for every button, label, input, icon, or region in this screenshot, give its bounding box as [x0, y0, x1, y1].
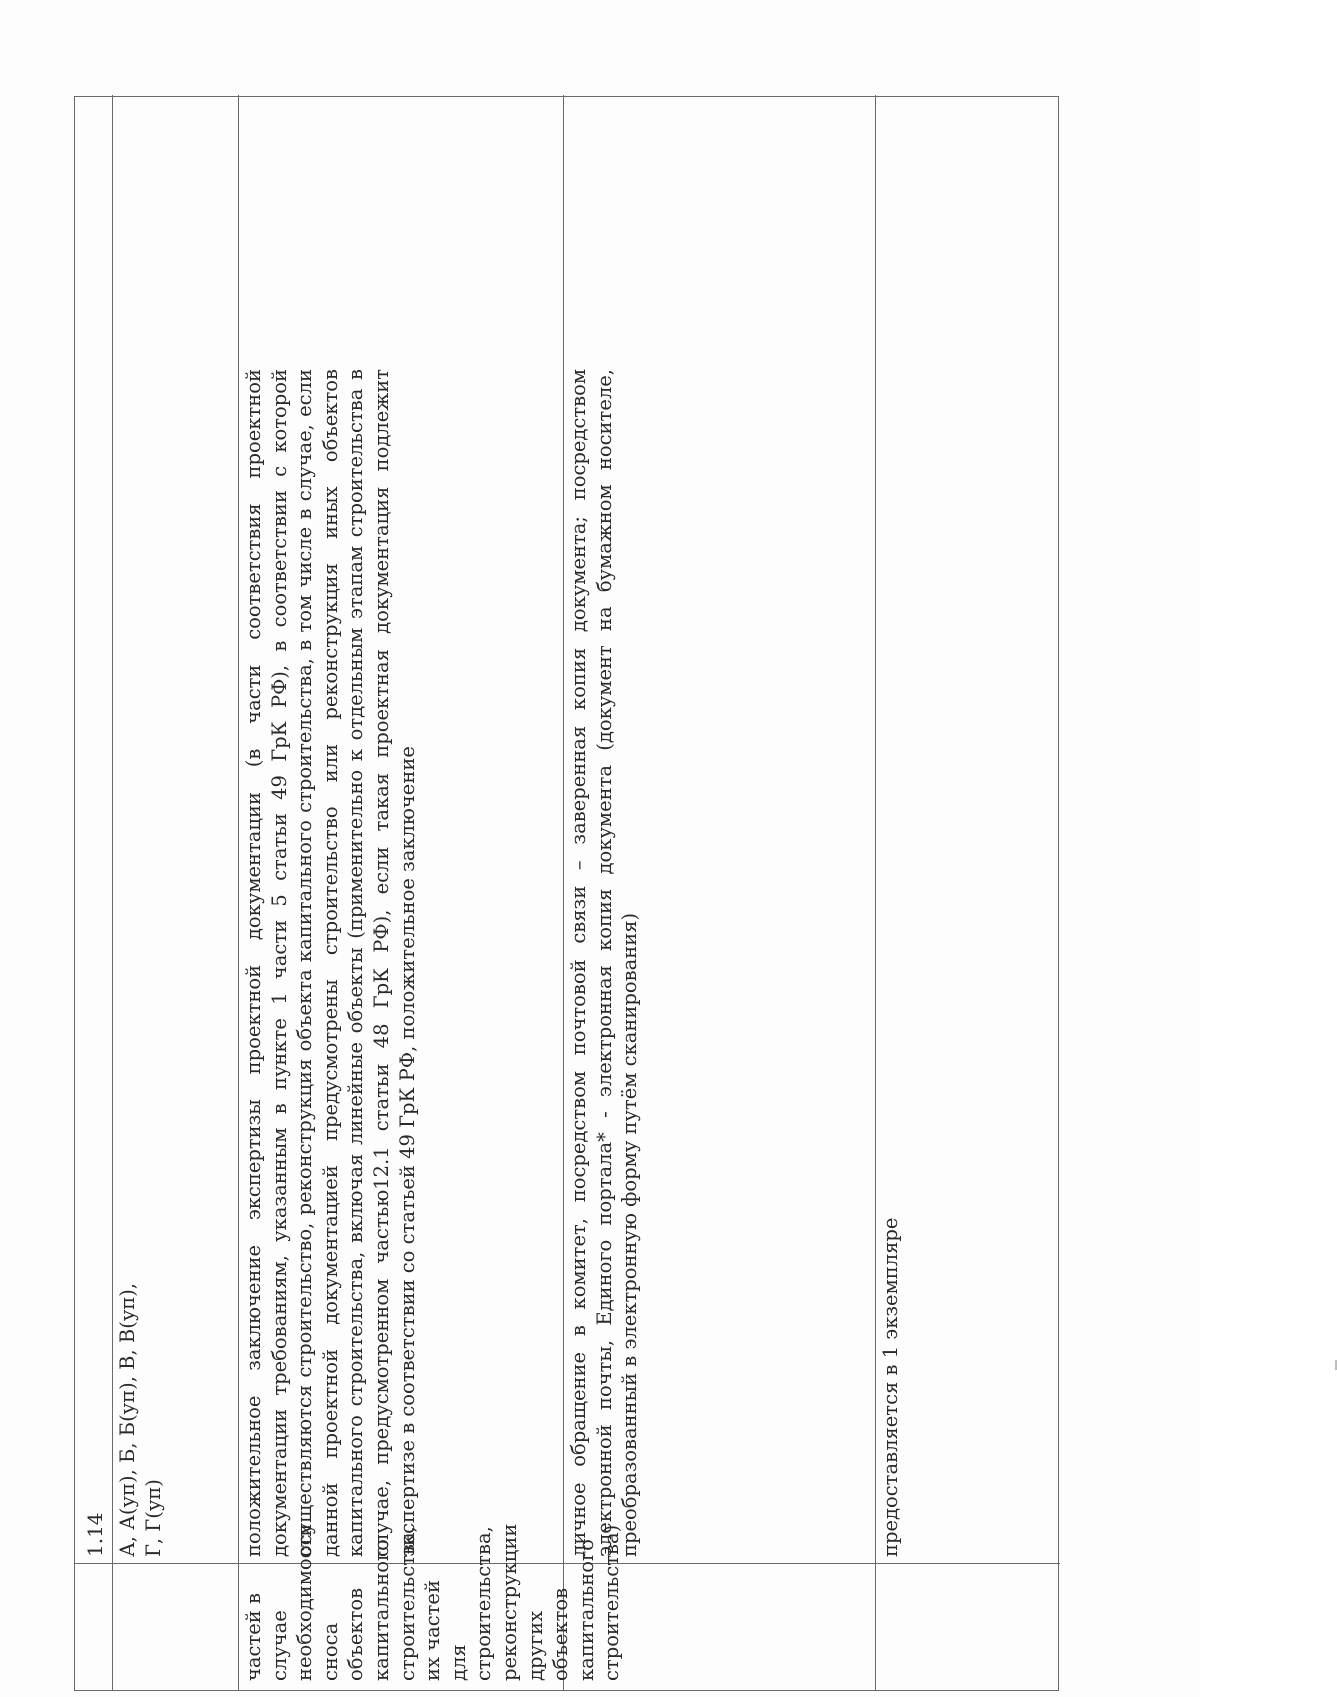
rotated-table-sheet: [74, 96, 1059, 1691]
row-note: [876, 363, 1058, 1563]
row-categories: [113, 1263, 237, 1563]
row-description: [239, 363, 562, 1563]
row-description-text: положительное заключение экспертизы проектной документации (в части соответствия проектной документации требованиям, указанным в пункте 1 части 5 статьи 49 ГрК РФ), в соответствии с которой осуществляются строительство, реконструкция объекта капитального строительства, в том числе в случае, если данной проектной документацией предусмотрены строительство или реконструкция иных объектов капитального строительства, включая линейные объекты (применительно к отдельным этапам строительства в случае, предусмотренном частью12.1 статьи 48 ГрК РФ), если такая проектная документация подлежит экспертизе в соответствии со статьей 49 ГрК РФ, положительное заключение: [242, 369, 419, 1557]
row-divider: [75, 1563, 1060, 1564]
prev-row-description-text: частей в случае необходимости сноса объектов капитального строительства, их частей для строительства, реконструкции других объектов капитального строительства): [242, 1523, 624, 1681]
row-categories-text: А, А(уп), Б, Б(уп), В, В(уп), Г, Г(уп): [116, 1282, 165, 1557]
requirements-table: [74, 96, 1059, 1691]
row-number: [75, 1263, 112, 1563]
row-submission: [564, 363, 874, 1563]
prev-row-description: [239, 1523, 624, 1687]
row-submission-text: личное обращение в комитет, посредством почтовой связи – заверенная копия документа; посредством электронной почты, Единого портала* - электронная копия документа (документ на бумажном носителе, преобразованный в электронную форму путём сканирования): [567, 369, 642, 1557]
row-note-text: предоставляется в 1 экземпляре: [879, 1217, 902, 1557]
row-number-text: 1.14: [83, 1512, 107, 1557]
